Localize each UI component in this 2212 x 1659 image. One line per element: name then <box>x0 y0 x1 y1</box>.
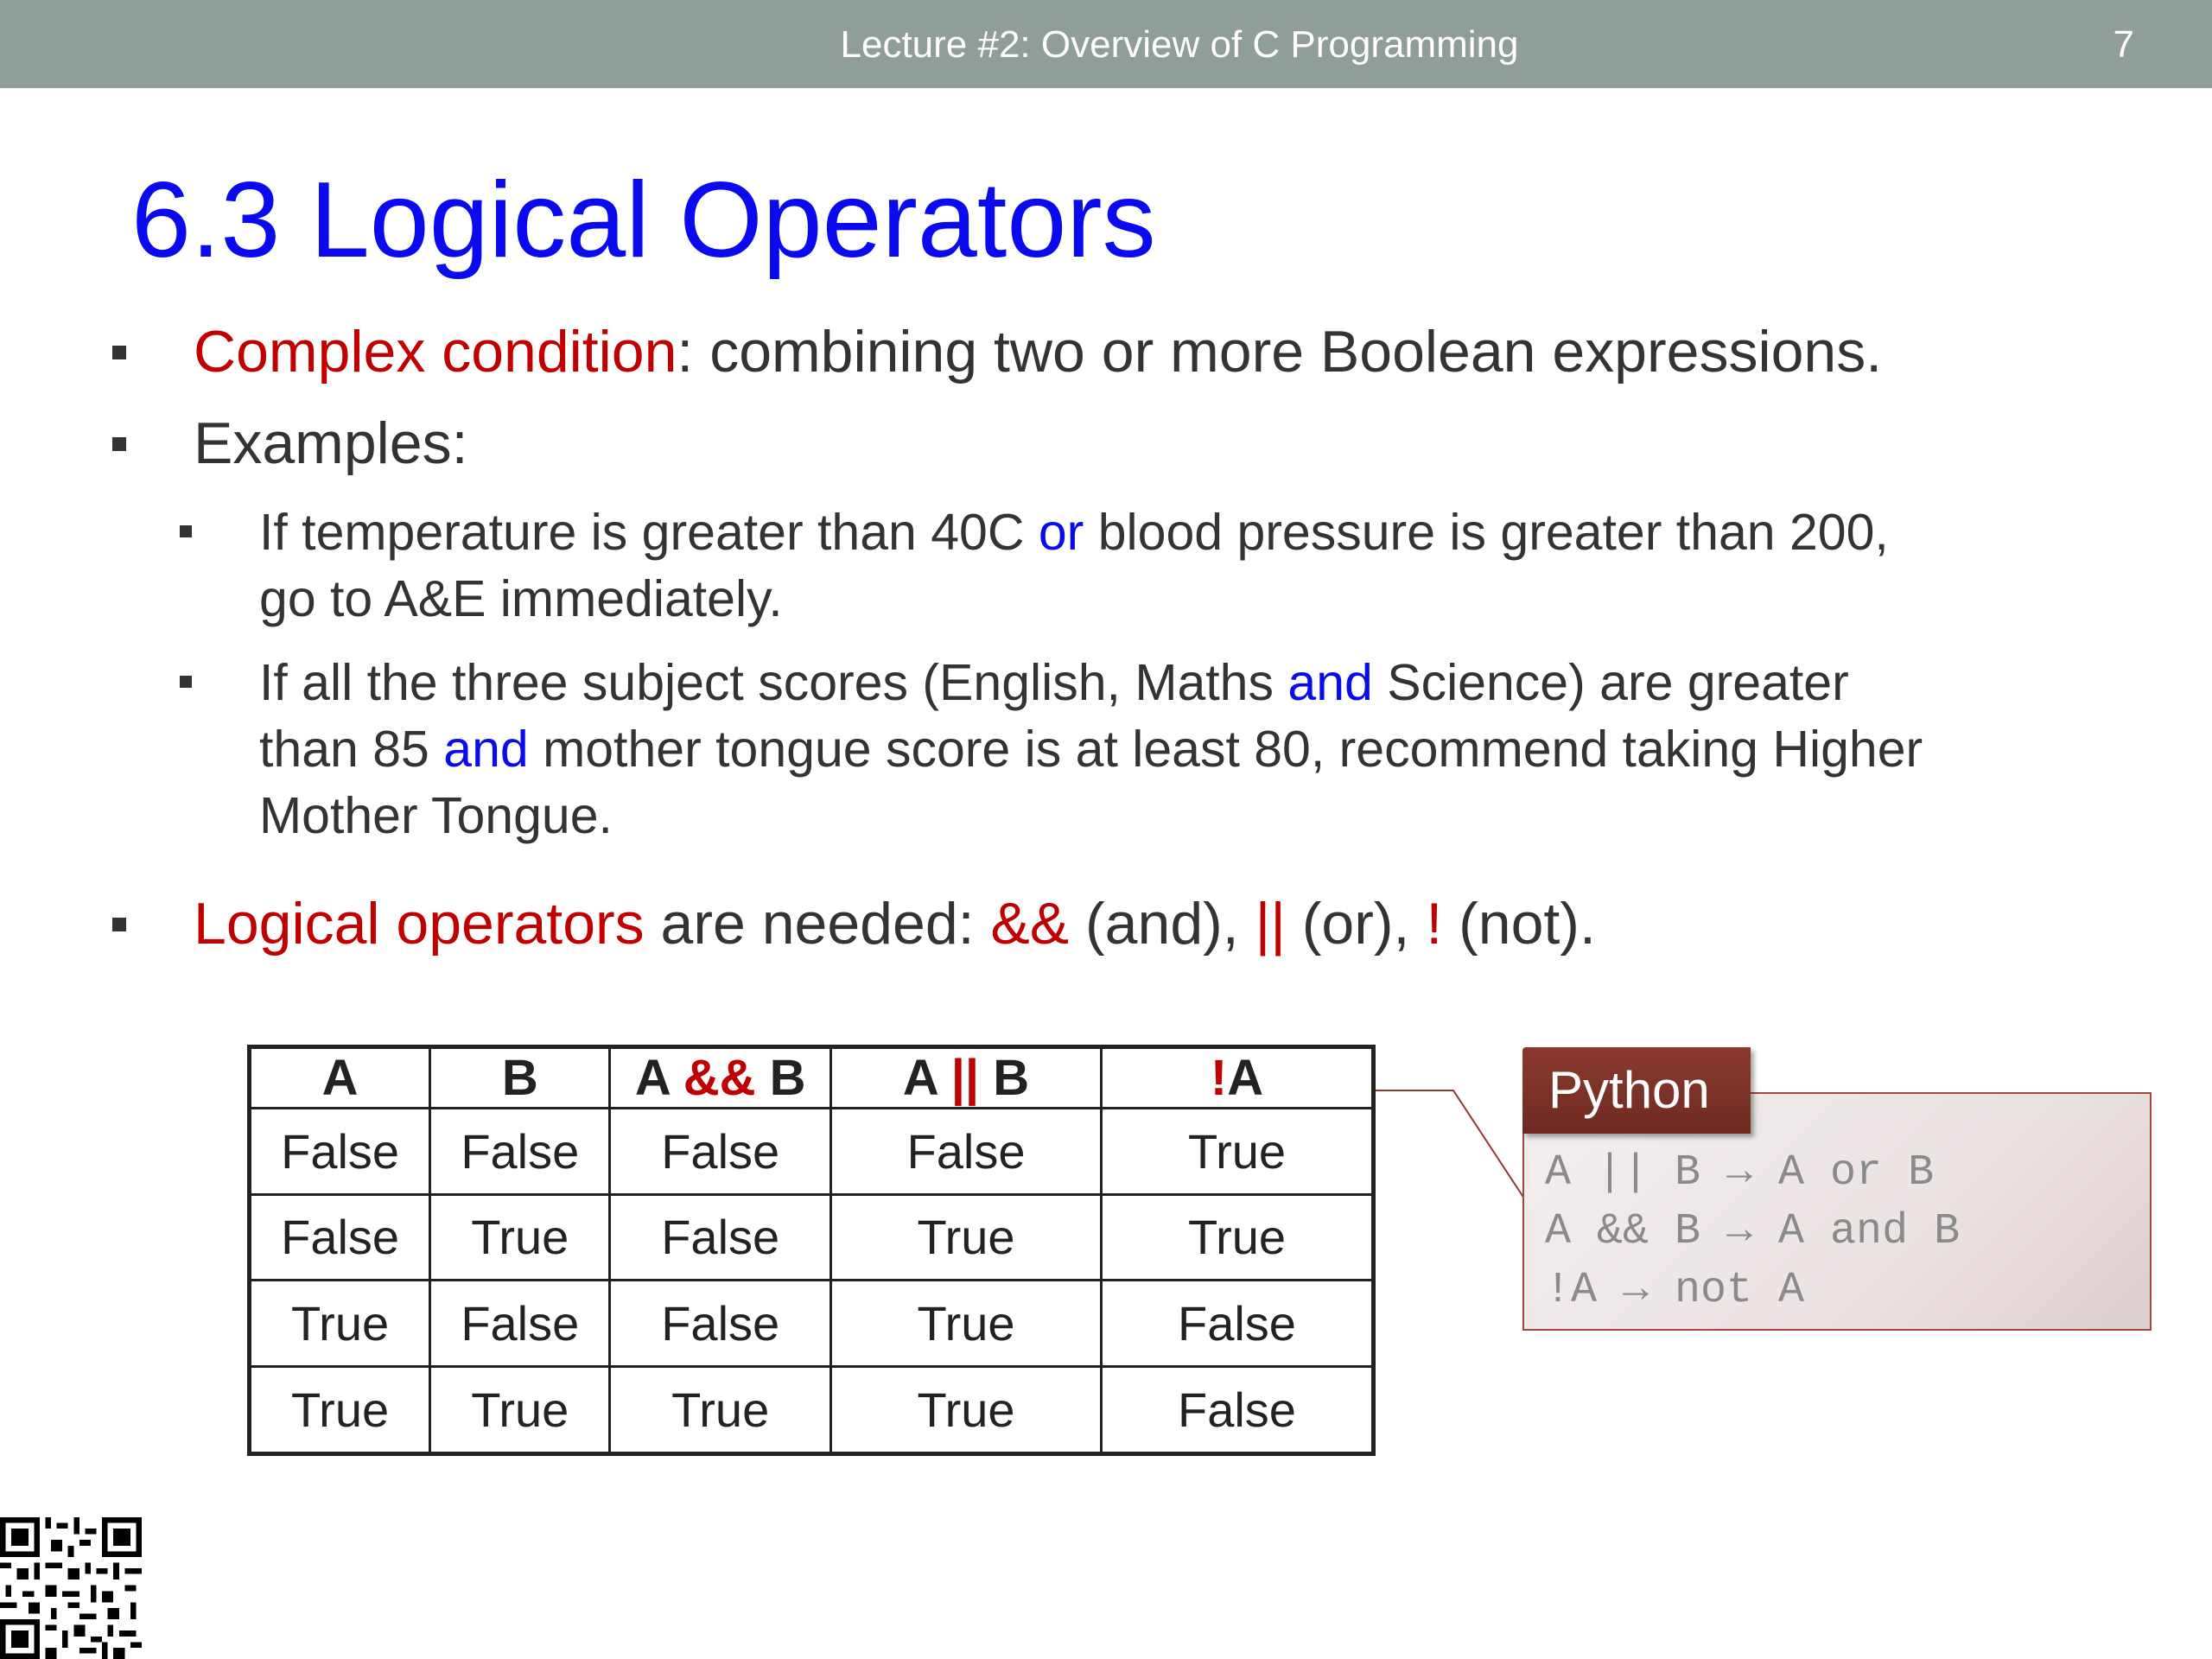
example-text: mother tongue score is at least 80, recommend taking Higher <box>528 721 1923 778</box>
table-cell: False <box>610 1194 831 1281</box>
header-part: A <box>902 1050 951 1106</box>
python-line-not: !A → not A <box>1545 1266 1805 1315</box>
header-operator: && <box>683 1050 756 1106</box>
bullet-text: (or), <box>1285 891 1427 957</box>
table-cell: True <box>831 1366 1102 1453</box>
qr-code-icon <box>0 1517 142 1659</box>
example-text: blood pressure is greater than 200, <box>1084 504 1889 561</box>
term-complex-condition: Complex condition <box>194 319 677 385</box>
header-part: B <box>979 1050 1030 1106</box>
header-operator: || <box>950 1050 980 1106</box>
example-text: Mother Tongue. <box>259 787 613 844</box>
bullet-text: : combining two or more Boolean expressions. <box>677 319 1883 385</box>
header-part: B <box>755 1050 806 1106</box>
table-cell: True <box>1101 1194 1373 1281</box>
table-cell: False <box>831 1109 1102 1195</box>
table-cell: True <box>430 1194 610 1281</box>
table-cell: False <box>250 1194 430 1281</box>
bullet-text: Examples: <box>194 410 468 476</box>
python-label: Python <box>1548 1061 1710 1119</box>
header-part: A <box>634 1050 683 1106</box>
operator-and: && <box>990 891 1070 957</box>
example-text: If all the three subject scores (English, Maths <box>259 654 1288 711</box>
table-cell: True <box>831 1281 1102 1367</box>
header-b: B <box>430 1047 610 1109</box>
slide-title: 6.3 Logical Operators <box>131 161 1156 280</box>
example-text: go to A&E immediately. <box>259 570 783 627</box>
table-cell: False <box>430 1281 610 1367</box>
table-cell: True <box>1101 1109 1373 1195</box>
bullet-text: are needed: <box>644 891 991 957</box>
operator-or: || <box>1255 891 1286 957</box>
example-text: Science) are greater <box>1372 654 1849 711</box>
keyword-and: and <box>1287 654 1373 711</box>
python-line-or: A || B → A or B <box>1545 1148 1935 1198</box>
bullet-text: (not). <box>1442 891 1596 957</box>
python-line-and: A && B → A and B <box>1545 1207 1961 1256</box>
table-cell: True <box>610 1366 831 1453</box>
example-text: than 85 <box>259 721 444 778</box>
header-operator: ! <box>1210 1050 1228 1106</box>
term-logical-operators: Logical operators <box>194 891 645 957</box>
header-part: A <box>1227 1050 1264 1106</box>
table-cell: False <box>610 1281 831 1367</box>
table-cell: False <box>430 1109 610 1195</box>
table-cell: True <box>430 1366 610 1453</box>
table-cell: True <box>250 1366 430 1453</box>
table-cell: False <box>1101 1281 1373 1367</box>
lecture-title: Lecture #2: Overview of C Programming <box>840 23 1519 66</box>
table-cell: False <box>250 1109 430 1195</box>
operator-not: ! <box>1426 891 1443 957</box>
keyword-and: and <box>443 721 529 778</box>
table-cell: True <box>250 1281 430 1367</box>
header-a: A <box>250 1047 430 1109</box>
table-cell: False <box>1101 1366 1373 1453</box>
table-cell: True <box>831 1194 1102 1281</box>
bullet-text: (and), <box>1069 891 1255 957</box>
table-cell: False <box>610 1109 831 1195</box>
slide-number: 7 <box>2113 23 2134 66</box>
example-text: If temperature is greater than 40C <box>259 504 1039 561</box>
keyword-or: or <box>1038 504 1084 561</box>
